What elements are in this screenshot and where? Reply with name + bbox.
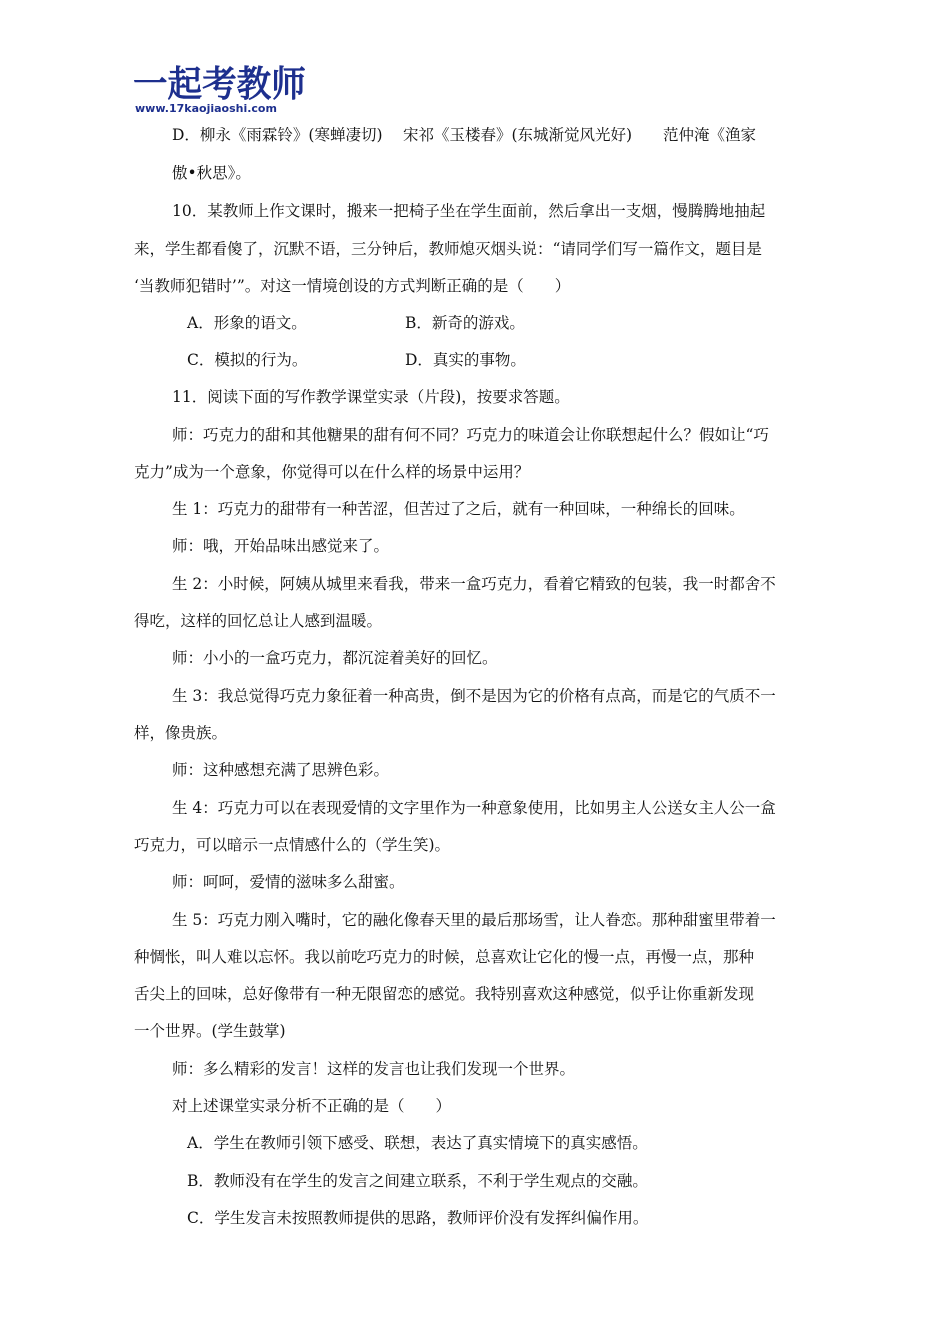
q10-option-c: C．模拟的行为。	[187, 351, 308, 369]
q11-student5-line1: 生 5：巧克力刚入嘴时，它的融化像春天里的最后那场雪，让人眷恋。那种甜蜜里带着一	[172, 911, 776, 929]
q11-question: 对上述课堂实录分析不正确的是（ ）	[172, 1097, 452, 1115]
q10-stem-line1: 10．某教师上作文课时，搬来一把椅子坐在学生面前，然后拿出一支烟，慢腾腾地抽起	[172, 202, 766, 220]
q11-student3-line1: 生 3：我总觉得巧克力象征着一种高贵，倒不是因为它的价格有点高，而是它的气质不一	[172, 687, 776, 705]
q9-option-d-line2: 傲•秋思》。	[172, 164, 251, 182]
q11-student5-line4: 一个世界。(学生鼓掌)	[134, 1022, 286, 1040]
q10-stem-line3: ‘当教师犯错时’”。对这一情境创设的方式判断正确的是（ ）	[134, 277, 571, 295]
q11-option-a: A．学生在教师引领下感受、联想，表达了真实情境下的真实感悟。	[187, 1134, 648, 1152]
q11-student4-line2: 巧克力，可以暗示一点情感什么的（学生笑)。	[134, 836, 451, 854]
q11-student1: 生 1：巧克力的甜带有一种苦涩，但苦过了之后，就有一种回味，一种绵长的回味。	[172, 500, 745, 518]
site-logo	[133, 66, 308, 118]
logo-url: www.17kaojiaoshi.com	[135, 102, 277, 115]
q11-teacher-prompt-line1: 师：巧克力的甜和其他糖果的甜有何不同？巧克力的味道会让你联想起什么？假如让“巧	[172, 426, 769, 444]
q11-student2-line1: 生 2：小时候，阿姨从城里来看我，带来一盒巧克力，看着它精致的包装，我一时都舍不	[172, 575, 776, 593]
q11-teacher1: 师：哦，开始品味出感觉来了。	[172, 537, 390, 555]
q10-option-d: D．真实的事物。	[405, 351, 526, 369]
q11-teacher-prompt-line2: 克力”成为一个意象，你觉得可以在什么样的场景中运用？	[134, 463, 530, 481]
logo-title: 一起考教师	[133, 64, 306, 105]
q11-teacher2: 师：小小的一盒巧克力，都沉淀着美好的回忆。	[172, 649, 498, 667]
q11-teacher3: 师：这种感想充满了思辨色彩。	[172, 761, 390, 779]
q10-stem-line2: 来，学生都看傻了，沉默不语，三分钟后，教师熄灭烟头说：“请同学们写一篇作文，题目是	[134, 240, 762, 258]
q11-teacher5: 师：多么精彩的发言！这样的发言也让我们发现一个世界。	[172, 1060, 576, 1078]
q11-student4-line1: 生 4：巧克力可以在表现爱情的文字里作为一种意象使用，比如男主人公送女主人公一盒	[172, 799, 776, 817]
q10-option-a: A．形象的语文。	[187, 314, 307, 332]
q11-student5-line3: 舌尖上的回味，总好像带有一种无限留恋的感觉。我特别喜欢这种感觉，似乎让你重新发现	[134, 985, 755, 1003]
q11-teacher4: 师：呵呵，爱情的滋味多么甜蜜。	[172, 873, 405, 891]
q11-student2-line2: 得吃，这样的回忆总让人感到温暖。	[134, 612, 383, 630]
q9-option-d-line1: D．柳永《雨霖铃》(寒蝉凄切) 宋祁《玉楼春》(东城渐觉风光好) 范仲淹《渔家	[172, 126, 757, 144]
q11-stem: 11．阅读下面的写作教学课堂实录（片段)，按要求答题。	[172, 388, 570, 406]
q10-option-b: B．新奇的游戏。	[405, 314, 525, 332]
q11-option-b: B．教师没有在学生的发言之间建立联系，不利于学生观点的交融。	[187, 1172, 648, 1190]
q11-student3-line2: 样，像贵族。	[134, 724, 228, 742]
q11-option-c: C．学生发言未按照教师提供的思路，教师评价没有发挥纠偏作用。	[187, 1209, 649, 1227]
q11-student5-line2: 种惆怅，叫人难以忘怀。我以前吃巧克力的时候，总喜欢让它化的慢一点，再慢一点，那种	[134, 948, 755, 966]
